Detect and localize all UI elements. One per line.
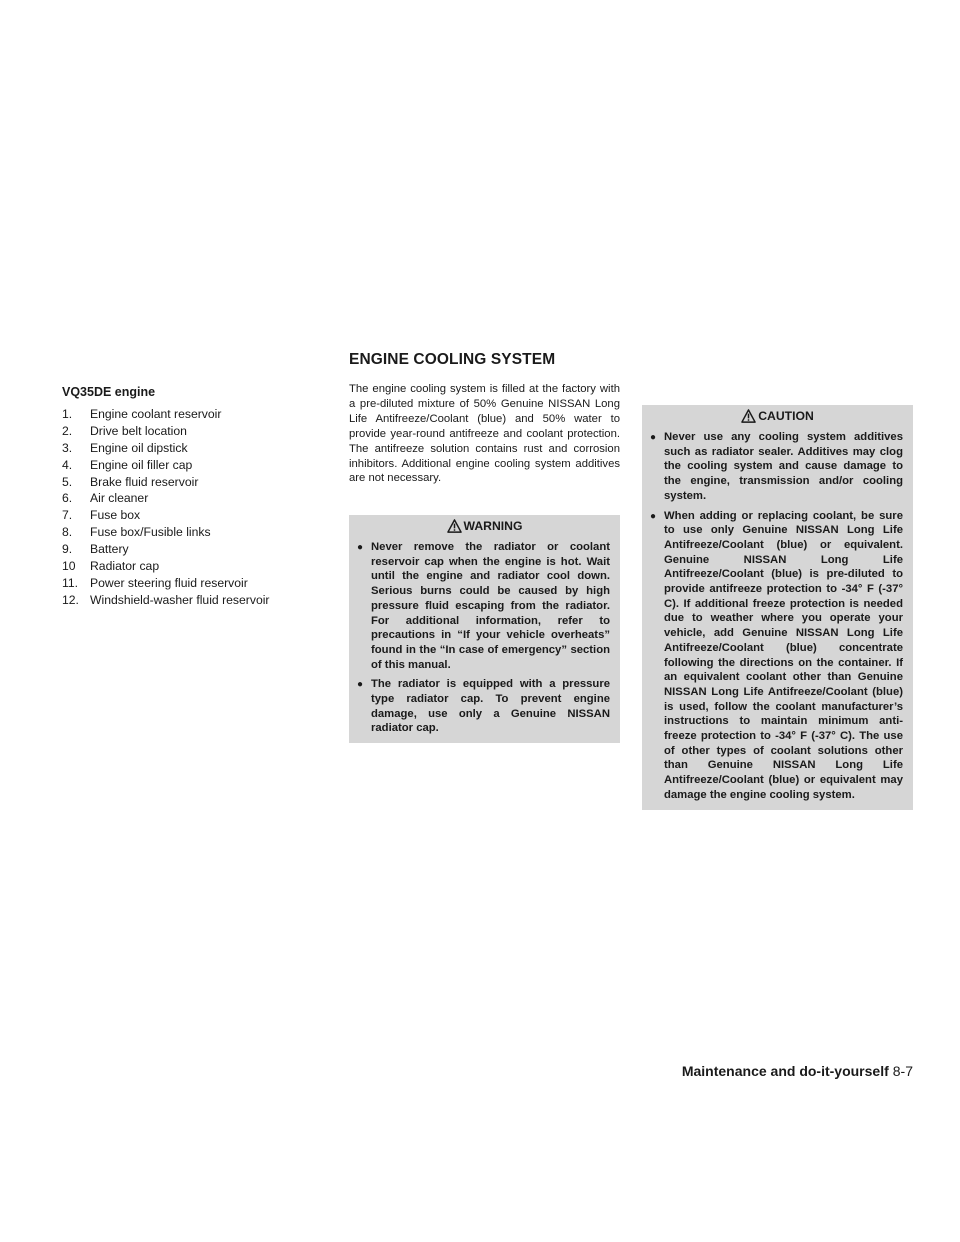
- parts-list-item: [62, 474, 332, 491]
- part-label: Drive belt location: [90, 423, 187, 438]
- part-number: 5.: [62, 474, 73, 489]
- part-label: Fuse box: [90, 508, 141, 523]
- warning-header: [349, 515, 620, 537]
- warning-list: [349, 537, 620, 743]
- footer-section-name: Maintenance and do-it-yourself: [681, 1063, 889, 1079]
- parts-column: [62, 384, 332, 609]
- part-number: 2.: [62, 423, 73, 438]
- notice-item: [357, 677, 610, 736]
- intro-paragraph: The engine cooling system is filled at the factory with a pre-diluted mixture of 50% Genuine NISSAN Long Life Antifreeze/Coolant (blue) and 50% water to provide year-round antifreeze and coolant protection. The antifreeze solution contains rust and corrosion inhibitors. Additional engine cooling system additives are not necessary.: [349, 383, 620, 485]
- part-label: Power steering fluid reservoir: [90, 575, 248, 590]
- part-label: Engine oil dipstick: [90, 440, 188, 455]
- part-label: Radiator cap: [90, 559, 160, 574]
- caution-list: [642, 427, 913, 810]
- notice-item: [650, 509, 903, 803]
- notice-text: When adding or replacing coolant, be sure to use only Genuine NISSAN Long Life Antifreeze/Coolant (blue) or equivalent. Genuine NISSAN Long Life Antifreeze/Coolant (blue) is pre-diluted to provide antifreeze protection to -34° F (-37° C). If additional freeze protection is needed due to weather where you operate your vehicle, add Genuine NISSAN Long Life Antifreeze/Coolant (blue) concentrate following the directions on the container. If an equivalent coolant other than Genuine NISSAN Long Life Antifreeze/Coolant (blue) is used, follow the coolant manufacturer’s instructions to maintain minimum anti-freeze protection to -34° F (-37° C). The use of other types of coolant solutions other than Genuine NISSAN Long Life Antifreeze/Coolant (blue) or equivalent may damage the engine cooling system.: [664, 509, 903, 801]
- notice-text: Never remove the radiator or coolant reservoir cap when the engine is hot. Wait until the engine and radiator cool down. Serious burns could be caused by high pressure fluid escaping from the radiator. For additional information, refer to precautions in “If your vehicle overheats” found in the “In case of emergency” section of this manual.: [371, 541, 610, 671]
- part-label: Engine coolant reservoir: [90, 406, 222, 421]
- warning-triangle-icon: [741, 409, 756, 423]
- part-label: Windshield-washer fluid reservoir: [90, 592, 270, 607]
- part-number: 1.: [62, 406, 73, 421]
- bullet-icon: ●: [650, 432, 657, 443]
- part-label: Engine oil filler cap: [90, 457, 193, 472]
- part-number: 11.: [62, 575, 79, 590]
- parts-list-item: [62, 592, 332, 609]
- warning-title: WARNING: [463, 519, 523, 533]
- part-label: Battery: [90, 542, 129, 557]
- bullet-icon: ●: [357, 679, 364, 691]
- part-number: 4.: [62, 457, 73, 472]
- parts-list-item: [62, 490, 332, 507]
- part-label: Brake fluid reservoir: [90, 474, 199, 489]
- notice-item: [357, 540, 610, 672]
- parts-list-item: [62, 541, 332, 558]
- page-footer: [0, 1063, 913, 1079]
- bullet-icon: ●: [357, 542, 364, 553]
- bullet-icon: ●: [650, 510, 657, 522]
- part-number: 12.: [62, 592, 79, 607]
- part-number: 7.: [62, 508, 73, 523]
- part-label: Fuse box/Fusible links: [90, 525, 211, 540]
- caution-header: [642, 405, 913, 427]
- section-title: ENGINE COOLING SYSTEM: [349, 351, 556, 368]
- part-number: 10: [62, 559, 76, 574]
- part-number: 6.: [62, 491, 73, 506]
- parts-list-item: [62, 406, 332, 423]
- part-label: Air cleaner: [90, 491, 149, 506]
- warning-triangle-icon: [447, 519, 462, 533]
- caution-title: CAUTION: [758, 409, 814, 423]
- parts-list-item: [62, 524, 332, 541]
- parts-list-item: [62, 423, 332, 440]
- notice-text: The radiator is equipped with a pressure type radiator cap. To prevent engine damage, use only a Genuine NISSAN radiator cap.: [371, 678, 610, 735]
- parts-list: [62, 406, 332, 609]
- engine-heading: VQ35DE engine: [62, 385, 156, 399]
- parts-list-item: [62, 507, 332, 524]
- part-number: 3.: [62, 440, 73, 455]
- part-number: 9.: [62, 542, 73, 557]
- notice-item: [650, 430, 903, 504]
- warning-box: [349, 515, 620, 743]
- parts-list-item: [62, 457, 332, 474]
- parts-list-item: [62, 575, 332, 592]
- parts-list-item: [62, 440, 332, 457]
- notice-text: Never use any cooling system additives such as radiator sealer. Additives may clog the cooling system and cause damage to the engine, transmission and/or cooling system.: [664, 431, 903, 502]
- intro-column: [349, 382, 620, 486]
- page-number: 8-7: [892, 1063, 913, 1079]
- caution-box: [642, 405, 913, 810]
- part-number: 8.: [62, 525, 73, 540]
- parts-list-item: [62, 558, 332, 575]
